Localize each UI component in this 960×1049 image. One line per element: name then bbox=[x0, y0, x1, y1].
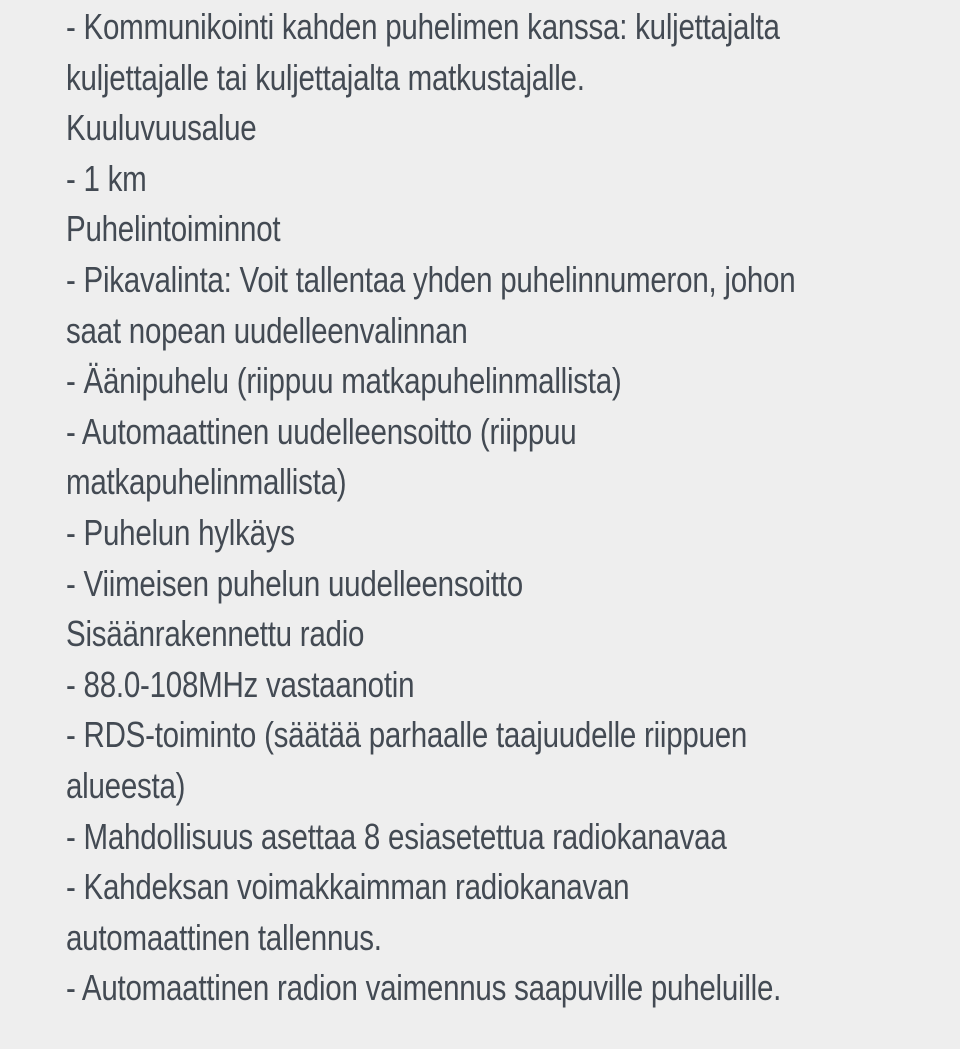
text-line: - Pikavalinta: Voit tallentaa yhden puhelinnumeron, johon bbox=[66, 258, 796, 300]
text-line: automaattinen tallennus. bbox=[66, 916, 382, 958]
text-line: - Kahdeksan voimakkaimman radiokanavan bbox=[66, 866, 630, 908]
text-line: - Automaattinen uudelleensoitto (riippuu bbox=[66, 410, 577, 452]
text-line: Puhelintoiminnot bbox=[66, 208, 281, 250]
text-line: kuljettajalle tai kuljettajalta matkustajalle. bbox=[66, 56, 585, 98]
text-line: - Viimeisen puhelun uudelleensoitto bbox=[66, 562, 523, 604]
text-line: alueesta) bbox=[66, 764, 186, 806]
text-line: saat nopean uudelleenvalinnan bbox=[66, 309, 468, 351]
description-text bbox=[66, 2, 935, 1014]
text-line: - RDS-toiminto (säätää parhaalle taajuudelle riippuen bbox=[66, 714, 748, 756]
text-line: matkapuhelinmallista) bbox=[66, 461, 347, 503]
text-line: - Automaattinen radion vaimennus saapuville puheluille. bbox=[66, 967, 782, 1009]
text-line: - Äänipuhelu (riippuu matkapuhelinmallista) bbox=[66, 360, 622, 402]
text-line: - Mahdollisuus asettaa 8 esiasetettua radiokanavaa bbox=[66, 815, 727, 857]
text-line: Sisäänrakennettu radio bbox=[66, 613, 365, 655]
text-line: - Puhelun hylkäys bbox=[66, 511, 295, 553]
text-line: - 88.0-108MHz vastaanotin bbox=[66, 663, 415, 705]
text-line: Kuuluvuusalue bbox=[66, 107, 257, 149]
text-line: - Kommunikointi kahden puhelimen kanssa: kuljettajalta bbox=[66, 6, 780, 47]
text-line: - 1 km bbox=[66, 157, 147, 199]
